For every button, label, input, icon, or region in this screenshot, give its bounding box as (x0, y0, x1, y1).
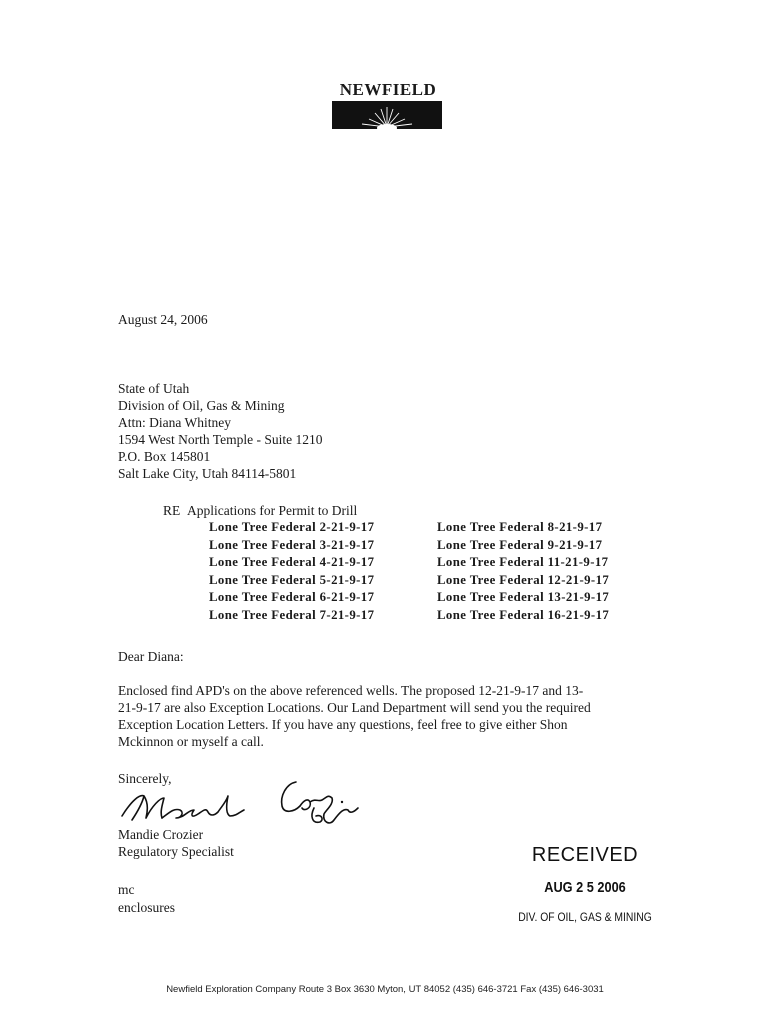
re-label: RE (163, 503, 181, 518)
salutation: Dear Diana: (118, 649, 184, 664)
body-line: Exception Location Letters. If you have any questions, feel free to give either Shon (118, 717, 568, 732)
address-line: P.O. Box 145801 (118, 449, 211, 464)
address-line: Salt Lake City, Utah 84114-5801 (118, 466, 297, 481)
sunburst-logo-icon (332, 101, 442, 129)
received-stamp (500, 844, 670, 924)
wells-column-left (209, 519, 374, 624)
typist-initials: mc (118, 882, 135, 897)
signer-title: Regulatory Specialist (118, 844, 234, 859)
well-name: Lone Tree Federal 7-21-9-17 (209, 607, 375, 622)
body-line: 21-9-17 are also Exception Locations. Our Land Department will send you the required (118, 700, 591, 715)
well-name: Lone Tree Federal 4-21-9-17 (209, 555, 375, 569)
wells-column-right (437, 519, 609, 624)
address-line: Division of Oil, Gas & Mining (118, 398, 285, 413)
letterhead-footer: Newfield Exploration Company Route 3 Box 3630 Myton, UT 84052 (435) 646-3721 Fax (435) 646-3031 (166, 984, 604, 995)
address-line: 1594 West North Temple - Suite 1210 (118, 432, 323, 447)
well-name: Lone Tree Federal 13-21-9-17 (437, 590, 610, 604)
signer-name: Mandie Crozier (118, 827, 204, 842)
well-name: Lone Tree Federal 12-21-9-17 (437, 572, 610, 587)
enclosures-note: enclosures (118, 900, 175, 915)
address-line: State of Utah (118, 381, 190, 396)
re-line (163, 502, 357, 519)
company-name: NEWFIELD (339, 80, 437, 99)
recipient-address (118, 380, 322, 482)
body-line: Enclosed find APD's on the above referenced wells. The proposed 12-21-9-17 and 13- (118, 683, 584, 698)
well-name: Lone Tree Federal 6-21-9-17 (209, 590, 375, 604)
body-line: Mckinnon or myself a call. (118, 734, 264, 749)
well-name: Lone Tree Federal 3-21-9-17 (209, 537, 375, 552)
well-name: Lone Tree Federal 16-21-9-17 (437, 607, 610, 622)
address-line: Attn: Diana Whitney (118, 415, 231, 430)
letter-body (118, 682, 591, 750)
well-name: Lone Tree Federal 2-21-9-17 (209, 520, 375, 534)
signer-block (118, 826, 234, 860)
well-name: Lone Tree Federal 11-21-9-17 (437, 555, 609, 569)
well-name: Lone Tree Federal 8-21-9-17 (437, 520, 603, 534)
stamp-division: DIV. OF OIL, GAS & MINING (518, 912, 652, 924)
well-name: Lone Tree Federal 5-21-9-17 (209, 572, 375, 587)
letter-date: August 24, 2006 (118, 312, 208, 327)
closing: Sincerely, (118, 771, 172, 786)
stamp-received: RECEIVED (531, 844, 639, 866)
re-subject: Applications for Permit to Drill (187, 503, 358, 518)
handwritten-signature (118, 772, 368, 832)
well-name: Lone Tree Federal 9-21-9-17 (437, 537, 603, 552)
stamp-date: AUG 2 5 2006 (544, 879, 626, 896)
newfield-logo (332, 80, 444, 129)
